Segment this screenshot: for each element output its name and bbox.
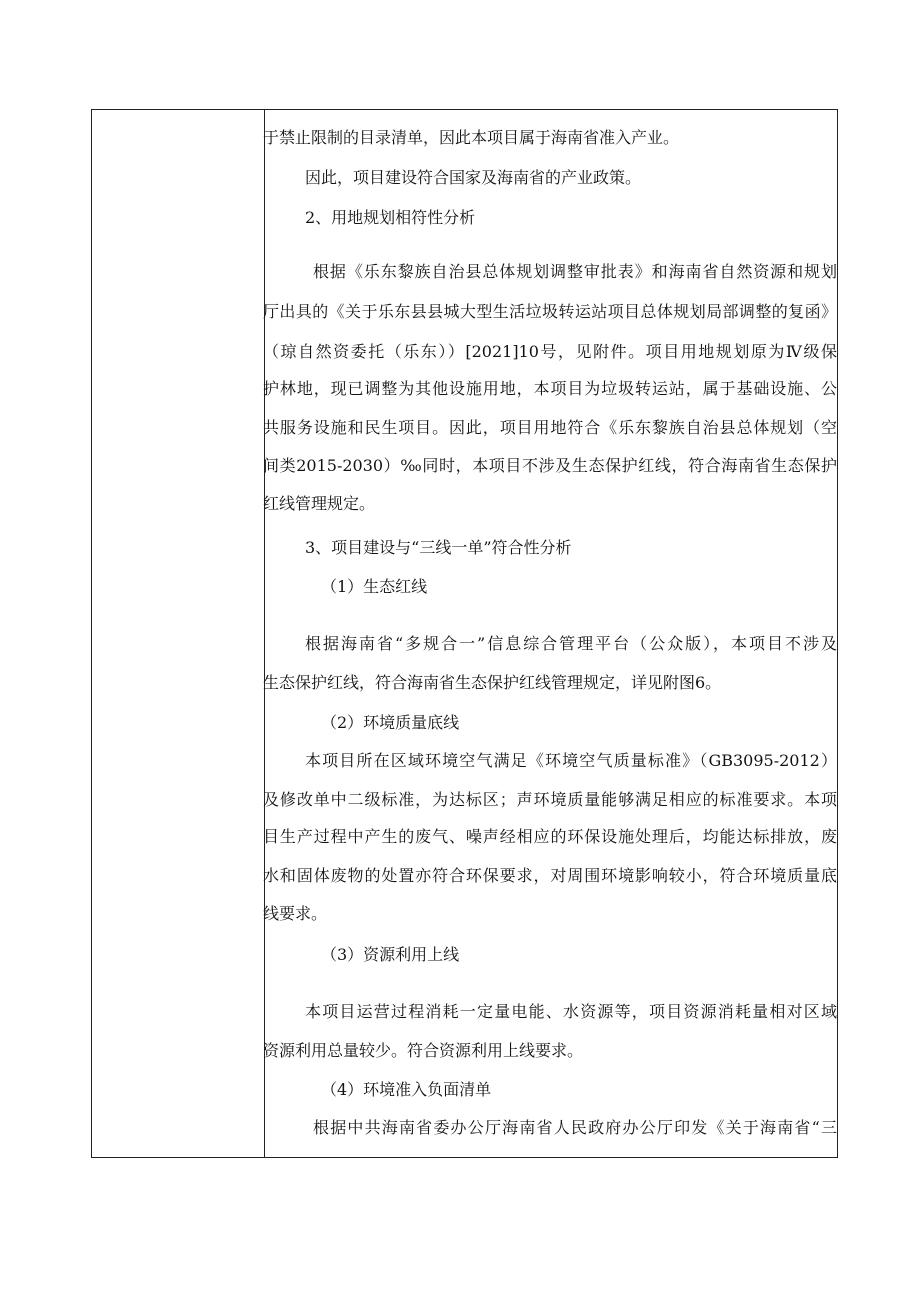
- paragraph-line: 根据《乐东黎族自治县总体规划调整审批表》和海南省自然资源和规划: [313, 262, 837, 281]
- paragraph-line: 根据海南省“多规合一”信息综合管理平台（公众版），本项目不涉及: [305, 634, 837, 653]
- paragraph-line: （1）生态红线: [321, 577, 428, 596]
- paragraph-line: 根据中共海南省委办公厅海南省人民政府办公厅印发《关于海南省“三: [313, 1118, 837, 1137]
- paragraph-line: （4）环境准入负面清单: [321, 1080, 492, 1099]
- paragraph-line: （3）资源利用上线: [321, 945, 460, 964]
- paragraph-line: 间类2015-2030）‰同时，本项目不涉及生态保护红线，符合海南省生态保护: [263, 456, 837, 475]
- paragraph-line: 水和固体废物的处置亦符合环保要求，对周围环境影响较小，符合环境质量底: [263, 866, 837, 885]
- paragraph-line: 线要求。: [263, 904, 328, 923]
- paragraph-line: 本项目所在区域环境空气满足《环境空气质量标准》（GB3095-2012）: [305, 751, 837, 770]
- paragraph-line: 护林地，现已调整为其他设施用地，本项目为垃圾转运站，属于基础设施、公: [263, 379, 837, 398]
- paragraph-line: （琼自然资委托（乐东））[2021]10号，见附件。项目用地规划原为Ⅳ级保: [263, 342, 837, 361]
- paragraph-line: （2）环境质量底线: [321, 713, 460, 732]
- paragraph-line: 生态保护红线，符合海南省生态保护红线管理规定，详见附图6。: [263, 673, 722, 692]
- paragraph-line: 红线管理规定。: [263, 494, 376, 513]
- paragraph-line: 共服务设施和民生项目。因此，项目用地符合《乐东黎族自治县总体规划（空: [263, 418, 837, 437]
- paragraph-line: 2、用地规划相符性分析: [305, 208, 476, 227]
- paragraph-line: 资源利用总量较少。符合资源利用上线要求。: [263, 1041, 584, 1060]
- paragraph-line: 及修改单中二级标准，为达标区；声环境质量能够满足相应的标准要求。本项: [263, 790, 837, 809]
- paragraph-line: 本项目运营过程消耗一定量电能、水资源等，项目资源消耗量相对区域: [305, 1002, 837, 1021]
- paragraph-line: 于禁止限制的目录清单，因此本项目属于海南省准入产业。: [263, 128, 680, 147]
- paragraph-line: 因此，项目建设符合国家及海南省的产业政策。: [305, 168, 642, 187]
- paragraph-line: 厅出具的《关于乐东县县城大型生活垃圾转运站项目总体规划局部调整的复函》: [263, 302, 837, 321]
- paragraph-line: 目生产过程中产生的废气、噪声经相应的环保设施处理后，均能达标排放，废: [263, 827, 837, 846]
- paragraph-line: 3、项目建设与“三线一单”符合性分析: [305, 538, 572, 557]
- column-divider: [264, 110, 265, 1157]
